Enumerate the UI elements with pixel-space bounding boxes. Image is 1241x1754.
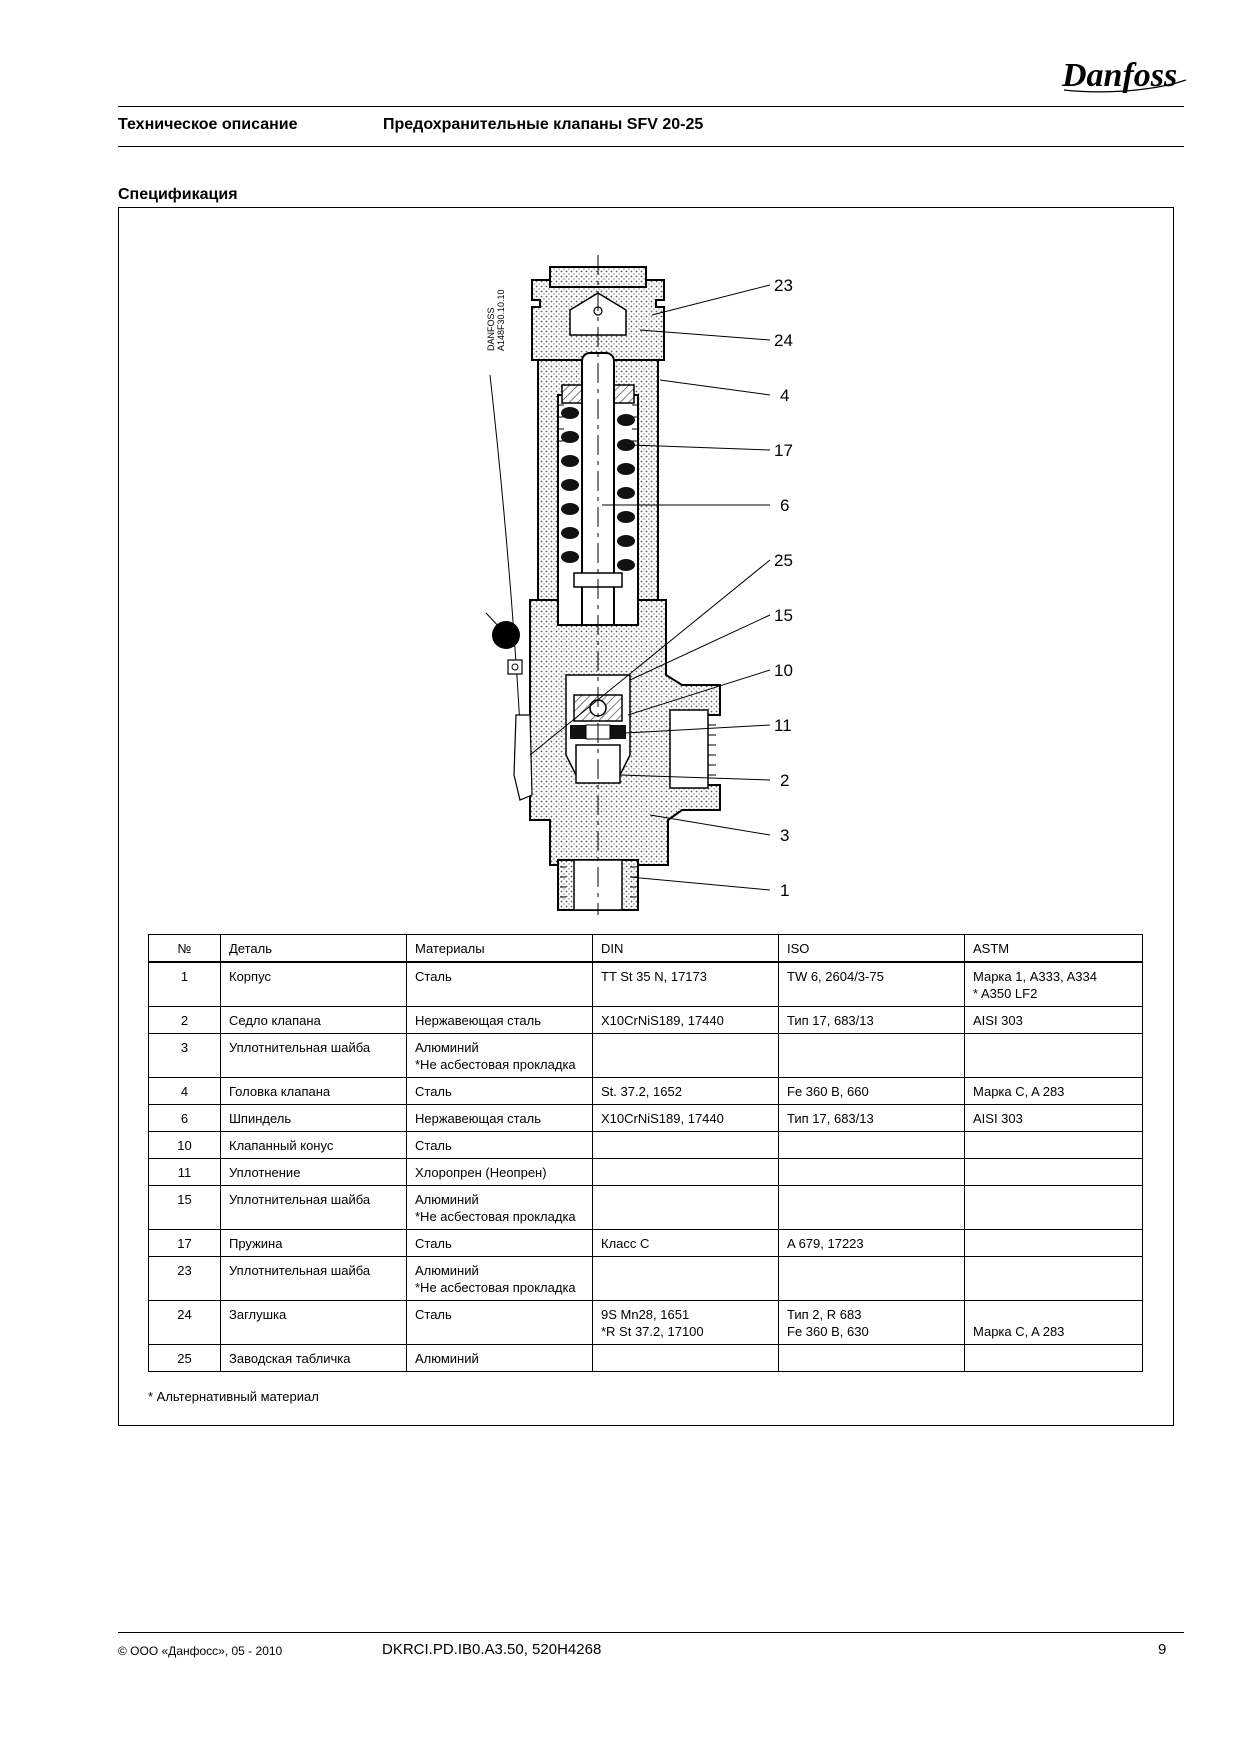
cell-text-line: TT St 35 N, 17173 <box>601 969 707 984</box>
cell-astm <box>965 1257 1143 1301</box>
table-row <box>149 1105 1143 1132</box>
callout-2: 2 <box>780 771 790 790</box>
callout-24: 24 <box>774 331 793 350</box>
cell-din <box>593 962 779 1007</box>
cell-iso <box>779 1105 965 1132</box>
cell-text-line: Нержавеющая сталь <box>415 1013 541 1028</box>
cell-text-line: Сталь <box>415 1307 452 1322</box>
cell-iso <box>779 1132 965 1159</box>
cell-iso <box>779 1301 965 1345</box>
cell-text-line: Марка 1, A333, A334 <box>973 969 1097 984</box>
cell-text-line: 9S Mn28, 1651 <box>601 1307 690 1322</box>
cell-text-line: Нержавеющая сталь <box>415 1111 541 1126</box>
page-number: 9 <box>1158 1641 1167 1658</box>
cell-iso <box>779 1345 965 1372</box>
footer-rule <box>118 1632 1184 1633</box>
callout-1: 1 <box>780 881 790 900</box>
table-header-row <box>149 935 1143 963</box>
danfoss-logo <box>1060 50 1190 98</box>
cell-astm <box>965 1007 1143 1034</box>
table-row <box>149 1078 1143 1105</box>
cell-material <box>407 1007 593 1034</box>
cell-iso <box>779 962 965 1007</box>
cell-din <box>593 1257 779 1301</box>
cell-text-line: AISI 303 <box>973 1111 1023 1126</box>
cell-iso <box>779 1034 965 1078</box>
column-header-astm: ASTM <box>965 935 1143 963</box>
cell-text-line: X10CrNiS189, 17440 <box>601 1111 724 1126</box>
cell-part: Уплотнительная шайба <box>221 1186 407 1230</box>
cell-din <box>593 1007 779 1034</box>
cell-iso <box>779 1078 965 1105</box>
cell-number: 6 <box>149 1105 221 1132</box>
cell-din <box>593 1034 779 1078</box>
cell-text-line: * A350 LF2 <box>973 986 1038 1001</box>
cell-material <box>407 1301 593 1345</box>
callout-15: 15 <box>774 606 793 625</box>
cell-text-line: X10CrNiS189, 17440 <box>601 1013 724 1028</box>
table-row <box>149 1345 1143 1372</box>
cell-text-line: Fe 360 B, 630 <box>787 1324 869 1339</box>
cell-text-line: AISI 303 <box>973 1013 1023 1028</box>
section-title: Спецификация <box>118 186 238 203</box>
cell-text-line: Алюминий <box>415 1192 479 1207</box>
table-row <box>149 1159 1143 1186</box>
cell-part: Уплотнительная шайба <box>221 1034 407 1078</box>
cell-text-line: St. 37.2, 1652 <box>601 1084 682 1099</box>
cell-text-line: Тип 2, R 683 <box>787 1307 862 1322</box>
cell-text-line: Класс C <box>601 1236 650 1251</box>
footnote: * Альтернативный материал <box>148 1389 319 1404</box>
cell-text-line: Марка C, A 283 <box>973 1084 1065 1099</box>
cell-material <box>407 1034 593 1078</box>
cell-din <box>593 1078 779 1105</box>
footer-copyright: © ООО «Данфосс», 05 - 2010 <box>118 1644 283 1658</box>
cell-astm <box>965 1186 1143 1230</box>
document-title: Предохранительные клапаны SFV 20-25 <box>383 116 704 133</box>
cell-material <box>407 1257 593 1301</box>
cell-text-line: Алюминий <box>415 1351 479 1366</box>
cell-part: Головка клапана <box>221 1078 407 1105</box>
cell-material <box>407 1186 593 1230</box>
cell-material <box>407 962 593 1007</box>
cell-text-line: *R St 37.2, 17100 <box>601 1324 704 1339</box>
cell-text-line: A 679, 17223 <box>787 1236 864 1251</box>
cell-number: 23 <box>149 1257 221 1301</box>
cell-astm <box>965 1105 1143 1132</box>
cell-din <box>593 1345 779 1372</box>
cell-text-line: *Не асбестовая прокладка <box>415 1209 576 1224</box>
cell-text-line: Тип 17, 683/13 <box>787 1111 874 1126</box>
cell-din <box>593 1105 779 1132</box>
cell-text-line: Fe 360 B, 660 <box>787 1084 869 1099</box>
cell-astm <box>965 1132 1143 1159</box>
callout-17: 17 <box>774 441 793 460</box>
cell-material <box>407 1230 593 1257</box>
cell-astm <box>965 1034 1143 1078</box>
callout-3: 3 <box>780 826 790 845</box>
table-row <box>149 1007 1143 1034</box>
table-row <box>149 1034 1143 1078</box>
logo-text: Danfoss <box>1062 57 1178 94</box>
table-body <box>149 962 1143 1372</box>
cell-number: 3 <box>149 1034 221 1078</box>
header-bottom-rule <box>118 146 1184 147</box>
cell-part: Пружина <box>221 1230 407 1257</box>
cell-din <box>593 1230 779 1257</box>
cell-material <box>407 1105 593 1132</box>
cell-part: Заглушка <box>221 1301 407 1345</box>
table-row <box>149 962 1143 1007</box>
cell-din <box>593 1186 779 1230</box>
cell-material <box>407 1078 593 1105</box>
cell-astm <box>965 1345 1143 1372</box>
cell-iso <box>779 1230 965 1257</box>
footer-document-code: DKRCI.PD.IB0.A3.50, 520H4268 <box>382 1641 602 1658</box>
cell-text-line: *Не асбестовая прокладка <box>415 1057 576 1072</box>
cell-text-line: Тип 17, 683/13 <box>787 1013 874 1028</box>
cell-number: 24 <box>149 1301 221 1345</box>
cell-din <box>593 1159 779 1186</box>
table-row <box>149 1186 1143 1230</box>
cell-astm <box>965 962 1143 1007</box>
callout-11: 11 <box>774 716 792 735</box>
cell-part: Уплотнение <box>221 1159 407 1186</box>
cell-astm <box>965 1230 1143 1257</box>
cell-number: 2 <box>149 1007 221 1034</box>
document-type: Техническое описание <box>118 116 298 133</box>
specification-table <box>148 934 1143 1372</box>
cell-part: Шпиндель <box>221 1105 407 1132</box>
cell-part: Заводская табличка <box>221 1345 407 1372</box>
cell-text-line: Сталь <box>415 1084 452 1099</box>
column-header-part: Деталь <box>221 935 407 963</box>
cell-iso <box>779 1257 965 1301</box>
cell-astm <box>965 1078 1143 1105</box>
cell-text-line: Сталь <box>415 1138 452 1153</box>
cell-material <box>407 1159 593 1186</box>
cell-text-line: Алюминий <box>415 1263 479 1278</box>
table-row <box>149 1230 1143 1257</box>
cell-iso <box>779 1186 965 1230</box>
cell-part: Уплотнительная шайба <box>221 1257 407 1301</box>
cell-text-line: Хлоропрен (Неопрен) <box>415 1165 547 1180</box>
cell-iso <box>779 1007 965 1034</box>
cell-number: 15 <box>149 1186 221 1230</box>
callout-23: 23 <box>774 276 793 295</box>
cell-text-line: Сталь <box>415 969 452 984</box>
cell-number: 1 <box>149 962 221 1007</box>
cell-text-line <box>973 1306 1134 1323</box>
cell-part: Корпус <box>221 962 407 1007</box>
drawing-side-text-1: DANFOSS <box>486 307 496 351</box>
column-header-materials: Материалы <box>407 935 593 963</box>
cell-material <box>407 1132 593 1159</box>
cell-number: 10 <box>149 1132 221 1159</box>
callout-4: 4 <box>780 386 790 405</box>
cell-text-line: TW 6, 2604/3-75 <box>787 969 884 984</box>
cell-number: 4 <box>149 1078 221 1105</box>
cell-part: Клапанный конус <box>221 1132 407 1159</box>
callout-25: 25 <box>774 551 793 570</box>
column-header-din: DIN <box>593 935 779 963</box>
callout-6: 6 <box>780 496 790 515</box>
table-row <box>149 1132 1143 1159</box>
cell-iso <box>779 1159 965 1186</box>
cell-material <box>407 1345 593 1372</box>
header-top-rule <box>118 106 1184 107</box>
cell-text-line: Марка C, A 283 <box>973 1324 1065 1339</box>
cell-number: 17 <box>149 1230 221 1257</box>
cell-text-line: Алюминий <box>415 1040 479 1055</box>
table-row <box>149 1257 1143 1301</box>
column-header-iso: ISO <box>779 935 965 963</box>
callout-10: 10 <box>774 661 793 680</box>
cell-din <box>593 1132 779 1159</box>
cell-part: Седло клапана <box>221 1007 407 1034</box>
drawing-side-text-2: A148F30.10.10 <box>496 289 506 351</box>
cell-astm <box>965 1301 1143 1345</box>
cell-text-line: *Не асбестовая прокладка <box>415 1280 576 1295</box>
cell-astm <box>965 1159 1143 1186</box>
valve-cross-section-drawing <box>470 255 830 915</box>
column-header-number: № <box>149 935 221 963</box>
cell-number: 11 <box>149 1159 221 1186</box>
cell-number: 25 <box>149 1345 221 1372</box>
cell-din <box>593 1301 779 1345</box>
table-row <box>149 1301 1143 1345</box>
cell-text-line: Сталь <box>415 1236 452 1251</box>
